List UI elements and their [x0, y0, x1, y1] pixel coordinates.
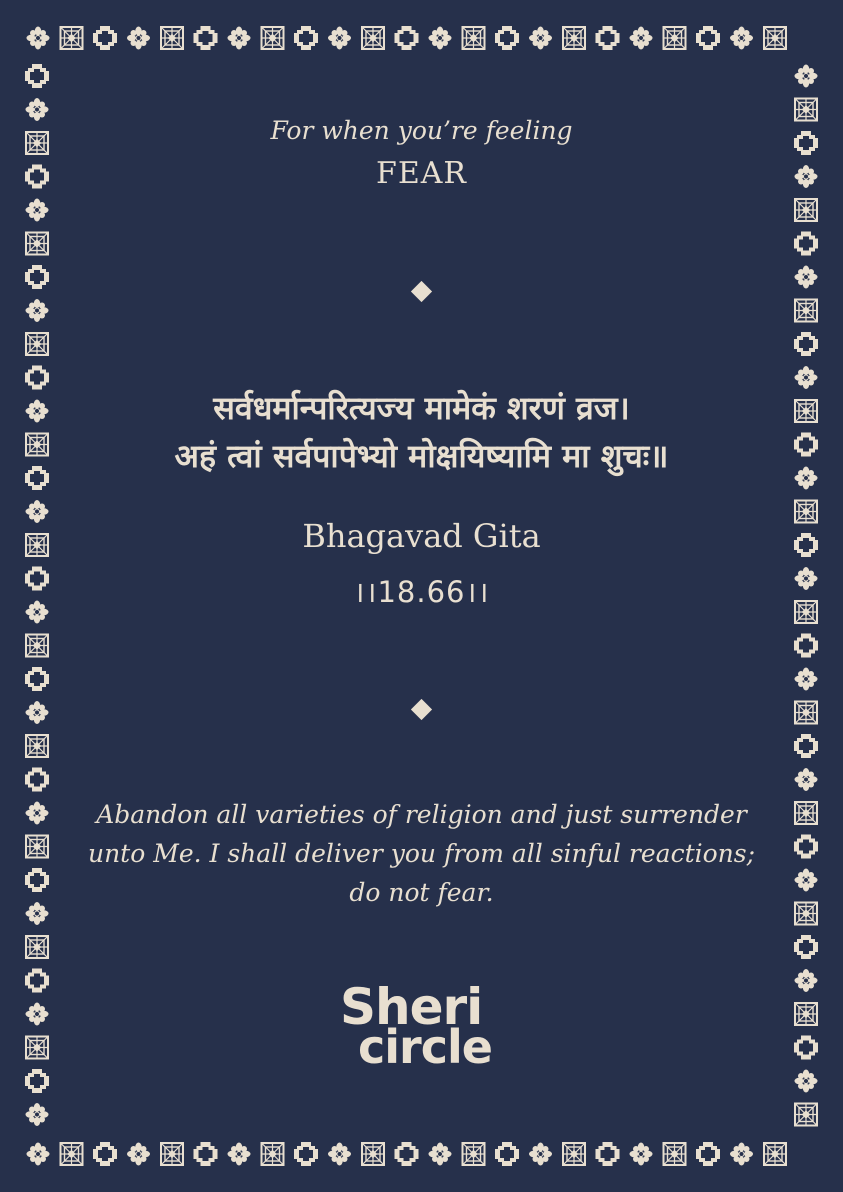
lattice-motif [26, 233, 48, 255]
lattice-motif [664, 27, 686, 49]
octagon-ring-motif [25, 64, 49, 88]
lattice-motif [764, 1143, 786, 1165]
source-title: Bhagavad Gita [302, 517, 541, 555]
lattice-motif [463, 27, 485, 49]
flower-motif [795, 668, 818, 691]
octagon-ring-motif [696, 26, 720, 50]
lattice-motif [795, 702, 817, 724]
lattice-motif [26, 1037, 48, 1059]
flower-motif [26, 701, 49, 724]
lattice-motif [26, 333, 48, 355]
flower-motif [630, 27, 653, 50]
lattice-motif [61, 1143, 83, 1165]
lattice-motif [161, 27, 183, 49]
lattice-motif [26, 936, 48, 958]
lattice-motif [61, 27, 83, 49]
octagon-ring-motif [25, 1069, 49, 1093]
lattice-motif [362, 27, 384, 49]
octagon-ring-motif [794, 634, 818, 658]
lattice-motif [795, 1104, 817, 1126]
flower-motif [228, 27, 251, 50]
lattice-motif [161, 1143, 183, 1165]
octagon-ring-motif [93, 1142, 117, 1166]
octagon-ring-motif [794, 1036, 818, 1060]
flower-motif [127, 27, 150, 50]
octagon-ring-motif [25, 265, 49, 289]
octagon-ring-motif [794, 935, 818, 959]
octagon-ring-motif [696, 1142, 720, 1166]
octagon-ring-motif [395, 1142, 419, 1166]
flower-motif [429, 1143, 452, 1166]
sanskrit-verse-line-1: सर्वधर्मान्परित्यज्य मामेकं शरणं व्रज। [213, 389, 630, 427]
lattice-motif [795, 1003, 817, 1025]
octagon-ring-motif [25, 667, 49, 691]
flower-motif [26, 299, 49, 322]
octagon-ring-motif [294, 26, 318, 50]
octagon-ring-motif [596, 1142, 620, 1166]
octagon-ring-motif [294, 1142, 318, 1166]
flower-motif [730, 27, 753, 50]
flower-motif [529, 1143, 552, 1166]
flower-motif [328, 1143, 351, 1166]
octagon-ring-motif [25, 768, 49, 792]
flower-motif [795, 768, 818, 791]
flower-motif [630, 1143, 653, 1166]
flower-motif [328, 27, 351, 50]
flower-motif [529, 27, 552, 50]
translation-line-2: unto Me. I shall deliver you from all sinful reactions; [87, 839, 756, 868]
flower-motif [27, 27, 50, 50]
lattice-motif [26, 735, 48, 757]
flower-motif [795, 969, 818, 992]
lattice-motif [262, 1143, 284, 1165]
octagon-ring-motif [596, 26, 620, 50]
lattice-motif [463, 1143, 485, 1165]
flower-motif [228, 1143, 251, 1166]
flower-motif [795, 65, 818, 88]
flower-motif [26, 199, 49, 222]
flower-motif [429, 27, 452, 50]
flower-motif [26, 1003, 49, 1026]
intro-text: For when you’re feeling [270, 116, 573, 145]
octagon-ring-motif [25, 969, 49, 993]
lattice-motif [362, 1143, 384, 1165]
octagon-ring-motif [194, 1142, 218, 1166]
flower-motif [27, 1143, 50, 1166]
logo-word-circle: circle [358, 1020, 492, 1074]
lattice-motif [262, 27, 284, 49]
octagon-ring-motif [395, 26, 419, 50]
flower-motif [795, 1070, 818, 1093]
flower-motif [26, 1103, 49, 1126]
translation-line-1: Abandon all varieties of religion and just surrender [96, 800, 747, 829]
octagon-ring-motif [93, 26, 117, 50]
logo-word-sheri: Sheri [340, 978, 483, 1036]
emotion-heading: FEAR [376, 156, 467, 191]
octagon-ring-motif [794, 734, 818, 758]
lattice-motif [795, 300, 817, 322]
octagon-ring-motif [794, 232, 818, 256]
octagon-ring-motif [495, 26, 519, 50]
translation-line-3: do not fear. [349, 878, 494, 907]
lattice-motif [795, 199, 817, 221]
sanskrit-verse-line-2: अहं त्वां सर्वपापेभ्यो मोक्षयिष्यामि मा शुचः॥ [174, 437, 669, 475]
octagon-ring-motif [495, 1142, 519, 1166]
flower-motif [127, 1143, 150, 1166]
octagon-ring-motif [194, 26, 218, 50]
octagon-ring-motif [794, 332, 818, 356]
flower-motif [730, 1143, 753, 1166]
lattice-motif [26, 635, 48, 657]
lattice-motif [664, 1143, 686, 1165]
verse-reference: ।।18.66।। [353, 575, 490, 609]
lattice-motif [563, 27, 585, 49]
lattice-motif [563, 1143, 585, 1165]
sheri-circle-logo [330, 978, 510, 1088]
lattice-motif [764, 27, 786, 49]
flower-motif [795, 266, 818, 289]
